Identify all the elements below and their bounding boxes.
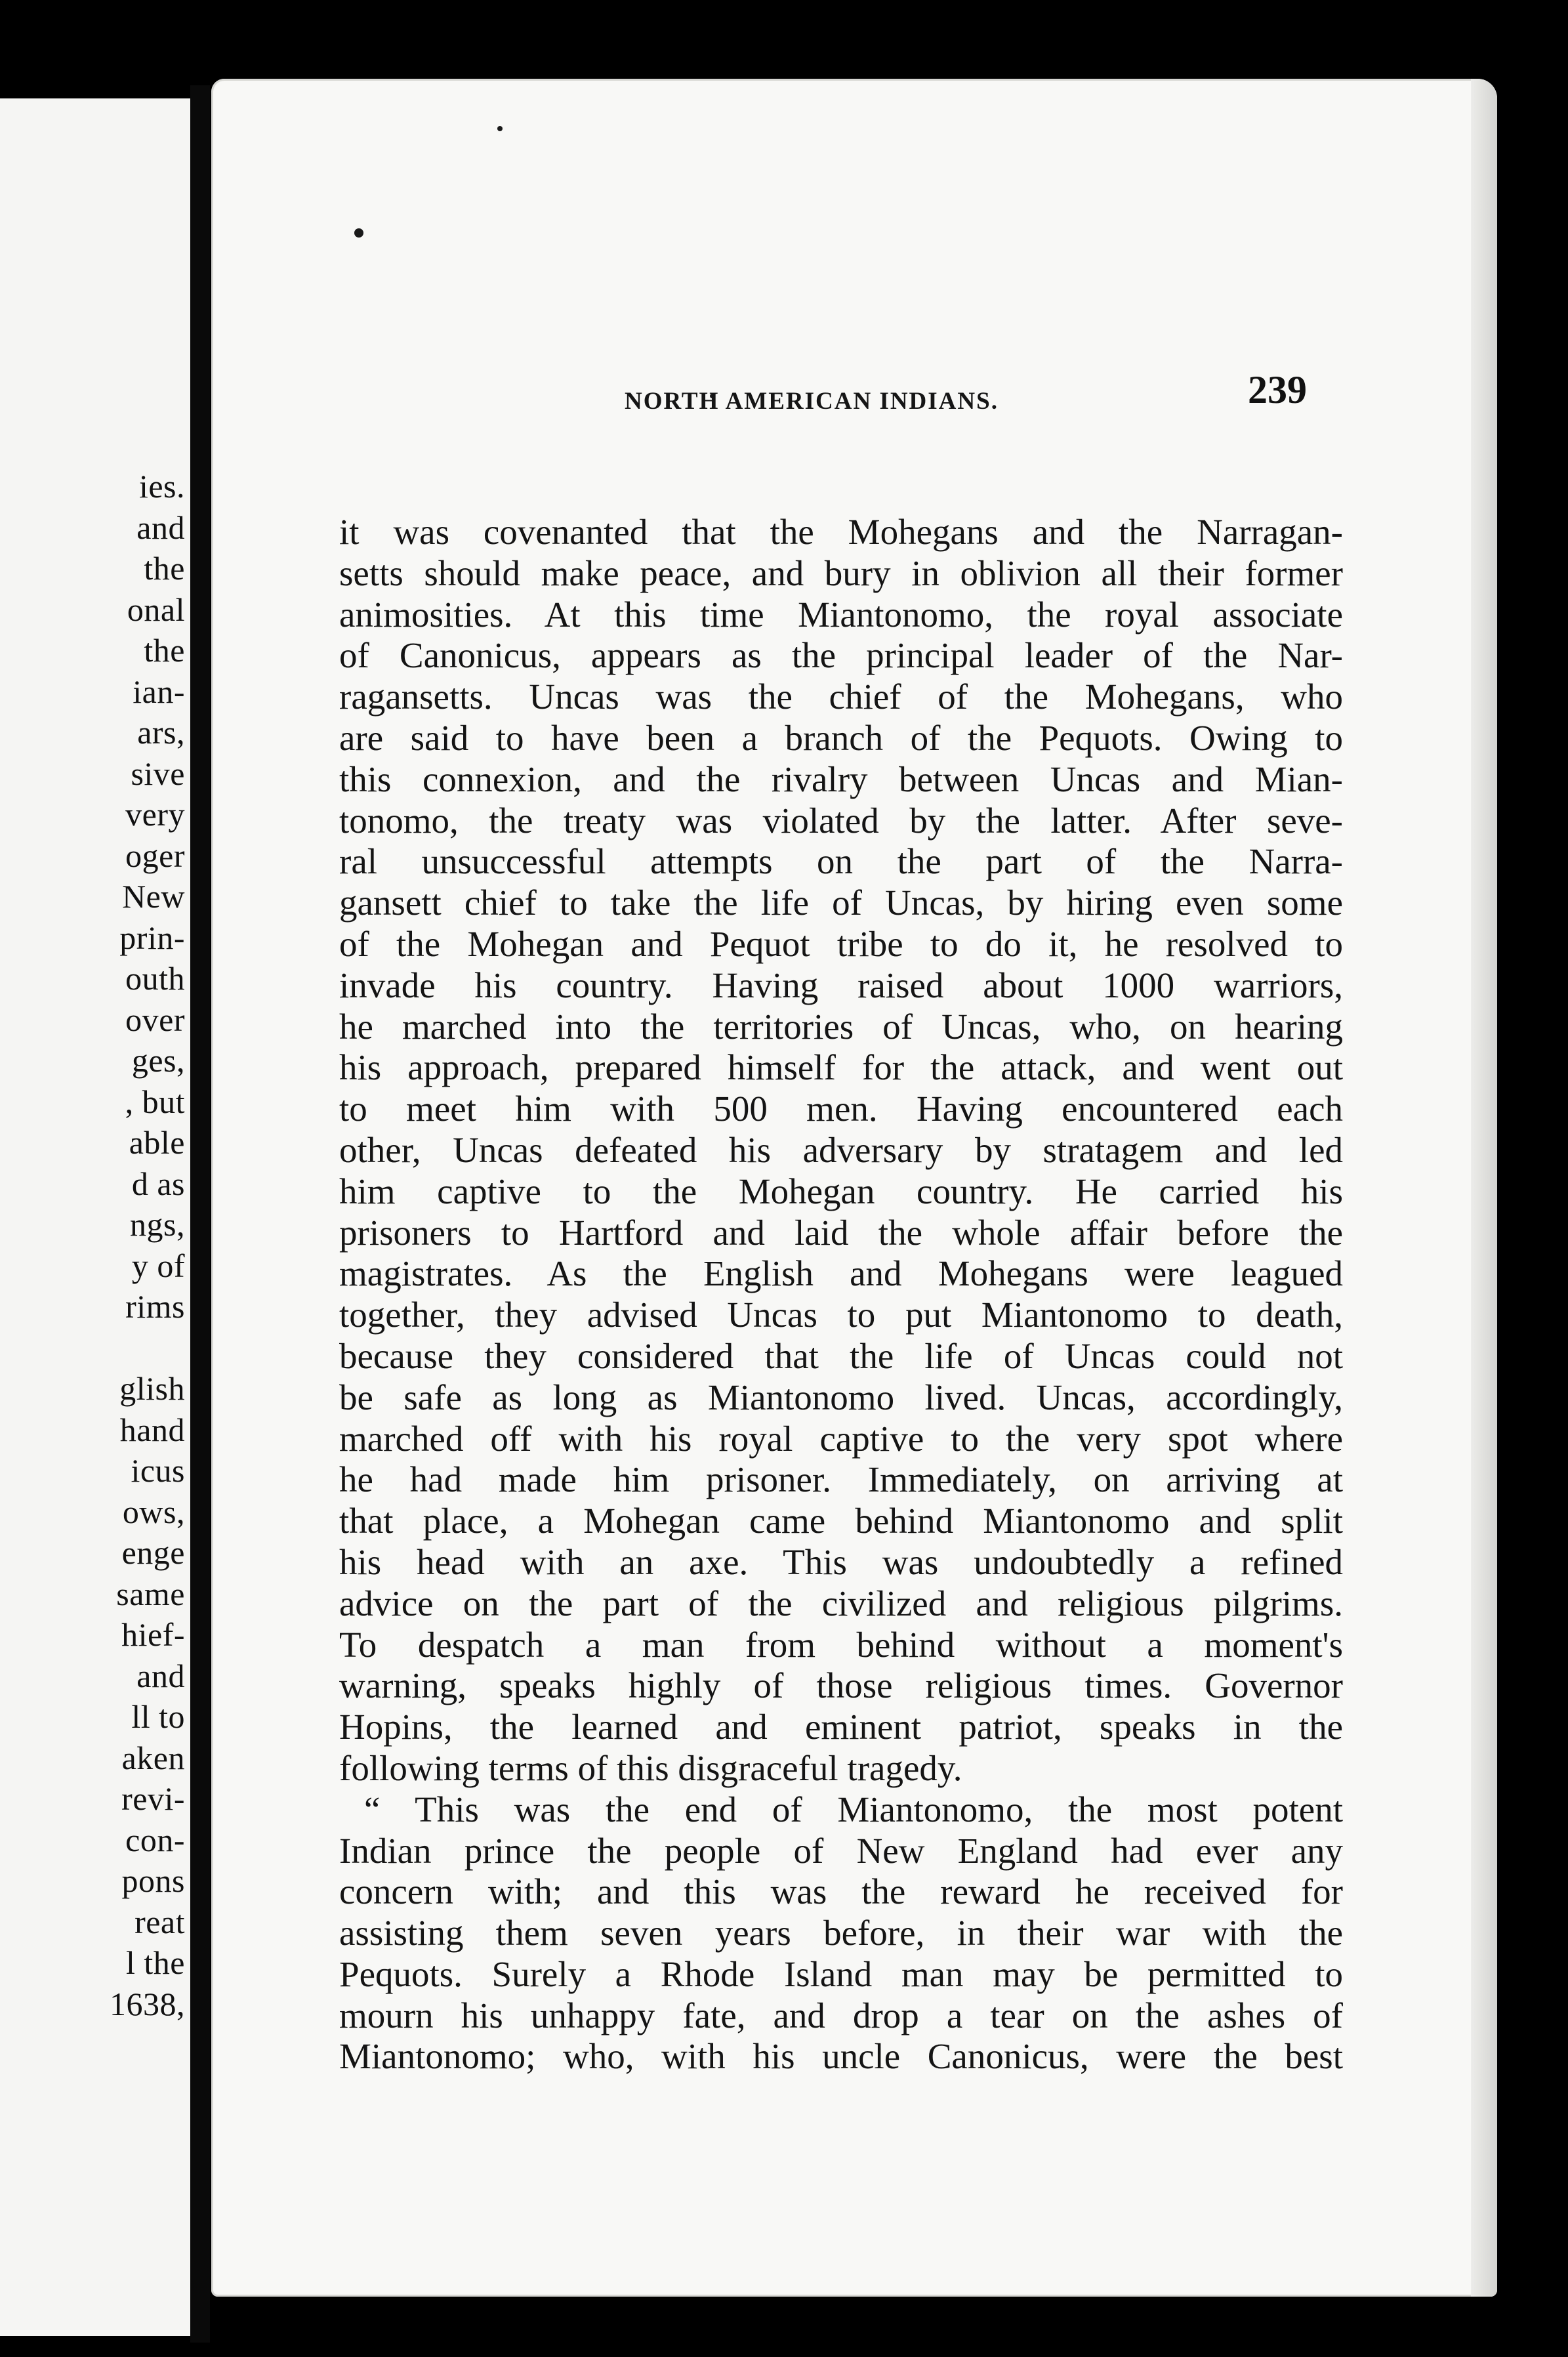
fragment-line: same: [116, 1575, 185, 1612]
fragment-line: prin-: [119, 919, 185, 956]
fragment-line: icus: [131, 1452, 185, 1489]
text-line: ral unsuccessful attempts on the part of the Narra-: [339, 841, 1343, 882]
text-line: assisting them seven years before, in their war with the: [339, 1913, 1343, 1953]
fragment-line: hief-: [121, 1616, 185, 1653]
page-header: [211, 367, 1497, 420]
text-line: animosities. At this time Miantonomo, the royal associate: [339, 594, 1343, 635]
fragment-line: rims: [125, 1288, 185, 1325]
fragment-line: the: [144, 550, 185, 587]
book-gutter: [190, 85, 210, 2343]
fragment-line: very: [125, 796, 185, 833]
text-line: he had made him prisoner. Immediately, on arriving at: [339, 1459, 1343, 1500]
text-line: it was covenanted that the Mohegans and the Narragan-: [339, 512, 1343, 552]
fragment-line: ies.: [138, 468, 185, 505]
fragment-line: oger: [125, 837, 185, 874]
text-line: his approach, prepared himself for the attack, and went out: [339, 1047, 1343, 1088]
text-line: setts should make peace, and bury in oblivion all their former: [339, 553, 1343, 593]
text-line: advice on the part of the civilized and religious pilgrims.: [339, 1583, 1343, 1623]
fragment-line: d as: [131, 1165, 185, 1202]
text-line: are said to have been a branch of the Pequots. Owing to: [339, 717, 1343, 758]
text-line: Hopins, the learned and eminent patriot, speaks in the: [339, 1707, 1343, 1747]
text-line: together, they advised Uncas to put Miantonomo to death,: [339, 1295, 1343, 1335]
fragment-line: revi-: [121, 1780, 185, 1817]
fragment-line: aken: [121, 1739, 185, 1776]
fragment-line: over: [125, 1001, 185, 1038]
running-head: NORTH AMERICAN INDIANS.: [625, 388, 999, 415]
previous-page-text-fragments: [110, 466, 185, 2024]
page-number: 239: [1248, 368, 1307, 411]
fragment-line: ian-: [133, 673, 185, 710]
text-line: ragansetts. Uncas was the chief of the Mohegans, who: [339, 677, 1343, 717]
fragment-line: and: [136, 1657, 185, 1694]
ink-speck: [354, 228, 363, 238]
fragment-line: and: [136, 509, 185, 546]
text-line: warning, speaks highly of those religious times. Governor: [339, 1665, 1343, 1706]
fragment-line: pons: [121, 1862, 185, 1899]
text-line: to meet him with 500 men. Having encountered each: [339, 1089, 1343, 1129]
text-line: that place, a Mohegan came behind Miantonomo and split: [339, 1501, 1343, 1541]
fragment-line: onal: [127, 591, 185, 628]
text-line: following terms of this disgraceful tragedy.: [339, 1747, 962, 1788]
text-line: Indian prince the people of New England had ever any: [339, 1830, 1343, 1871]
fragment-line: ngs,: [130, 1206, 185, 1243]
book-page: [211, 79, 1497, 2297]
text-line: tonomo, the treaty was violated by the latter. After seve-: [339, 800, 1343, 841]
text-line: marched off with his royal captive to the very spot where: [339, 1418, 1343, 1459]
body-text: [339, 512, 1343, 2077]
text-line: he marched into the territories of Uncas, who, on hearing: [339, 1006, 1343, 1047]
fragment-line: glish: [119, 1370, 185, 1407]
text-line: “ This was the end of Miantonomo, the most potent: [364, 1789, 1343, 1829]
text-line: mourn his unhappy fate, and drop a tear on the ashes of: [339, 1995, 1343, 2035]
text-line: this connexion, and the rivalry between Uncas and Mian-: [339, 759, 1343, 799]
fragment-line: New: [122, 878, 185, 915]
text-line: gansett chief to take the life of Uncas, by hiring even some: [339, 883, 1343, 923]
fragment-line: ges,: [131, 1042, 185, 1079]
text-line: of the Mohegan and Pequot tribe to do it, he resolved to: [339, 923, 1343, 964]
text-line: concern with; and this was the reward he received for: [339, 1871, 1343, 1912]
fragment-line: l the: [126, 1944, 185, 1981]
ink-speck: [497, 126, 503, 131]
fragment-line: sive: [131, 755, 185, 792]
fragment-line: [110, 1327, 185, 1369]
fragment-line: outh: [125, 960, 185, 997]
fragment-line: 1638,: [110, 1985, 185, 2022]
fragment-line: reat: [134, 1903, 185, 1940]
fragment-line: ll to: [131, 1698, 185, 1735]
text-line: because they considered that the life of Uncas could not: [339, 1335, 1343, 1376]
text-line: other, Uncas defeated his adversary by stratagem and led: [339, 1129, 1343, 1170]
fragment-line: con-: [125, 1821, 185, 1858]
fragment-line: hand: [119, 1411, 185, 1448]
text-line: Pequots. Surely a Rhode Island man may be permitted to: [339, 1953, 1343, 1994]
fragment-line: the: [144, 632, 185, 669]
text-line: of Canonicus, appears as the principal leader of the Nar-: [339, 635, 1343, 676]
fragment-line: ows,: [122, 1493, 185, 1530]
text-line: him captive to the Mohegan country. He carried his: [339, 1171, 1343, 1211]
fragment-line: ars,: [137, 714, 185, 751]
previous-page-fragment: [0, 98, 190, 2336]
text-line: Miantonomo; who, with his uncle Canonicus, were the best: [339, 2036, 1343, 2077]
fragment-line: able: [129, 1124, 185, 1161]
text-line: invade his country. Having raised about 1000 warriors,: [339, 965, 1343, 1005]
fragment-line: y of: [131, 1247, 185, 1284]
fragment-line: enge: [121, 1534, 185, 1571]
text-line: be safe as long as Miantonomo lived. Uncas, accordingly,: [339, 1377, 1343, 1417]
text-line: prisoners to Hartford and laid the whole affair before the: [339, 1212, 1343, 1253]
text-line: To despatch a man from behind without a moment's: [339, 1624, 1343, 1665]
text-line: magistrates. As the English and Mohegans were leagued: [339, 1253, 1343, 1294]
fragment-line: , but: [125, 1083, 185, 1120]
text-line: his head with an axe. This was undoubtedly a refined: [339, 1541, 1343, 1582]
